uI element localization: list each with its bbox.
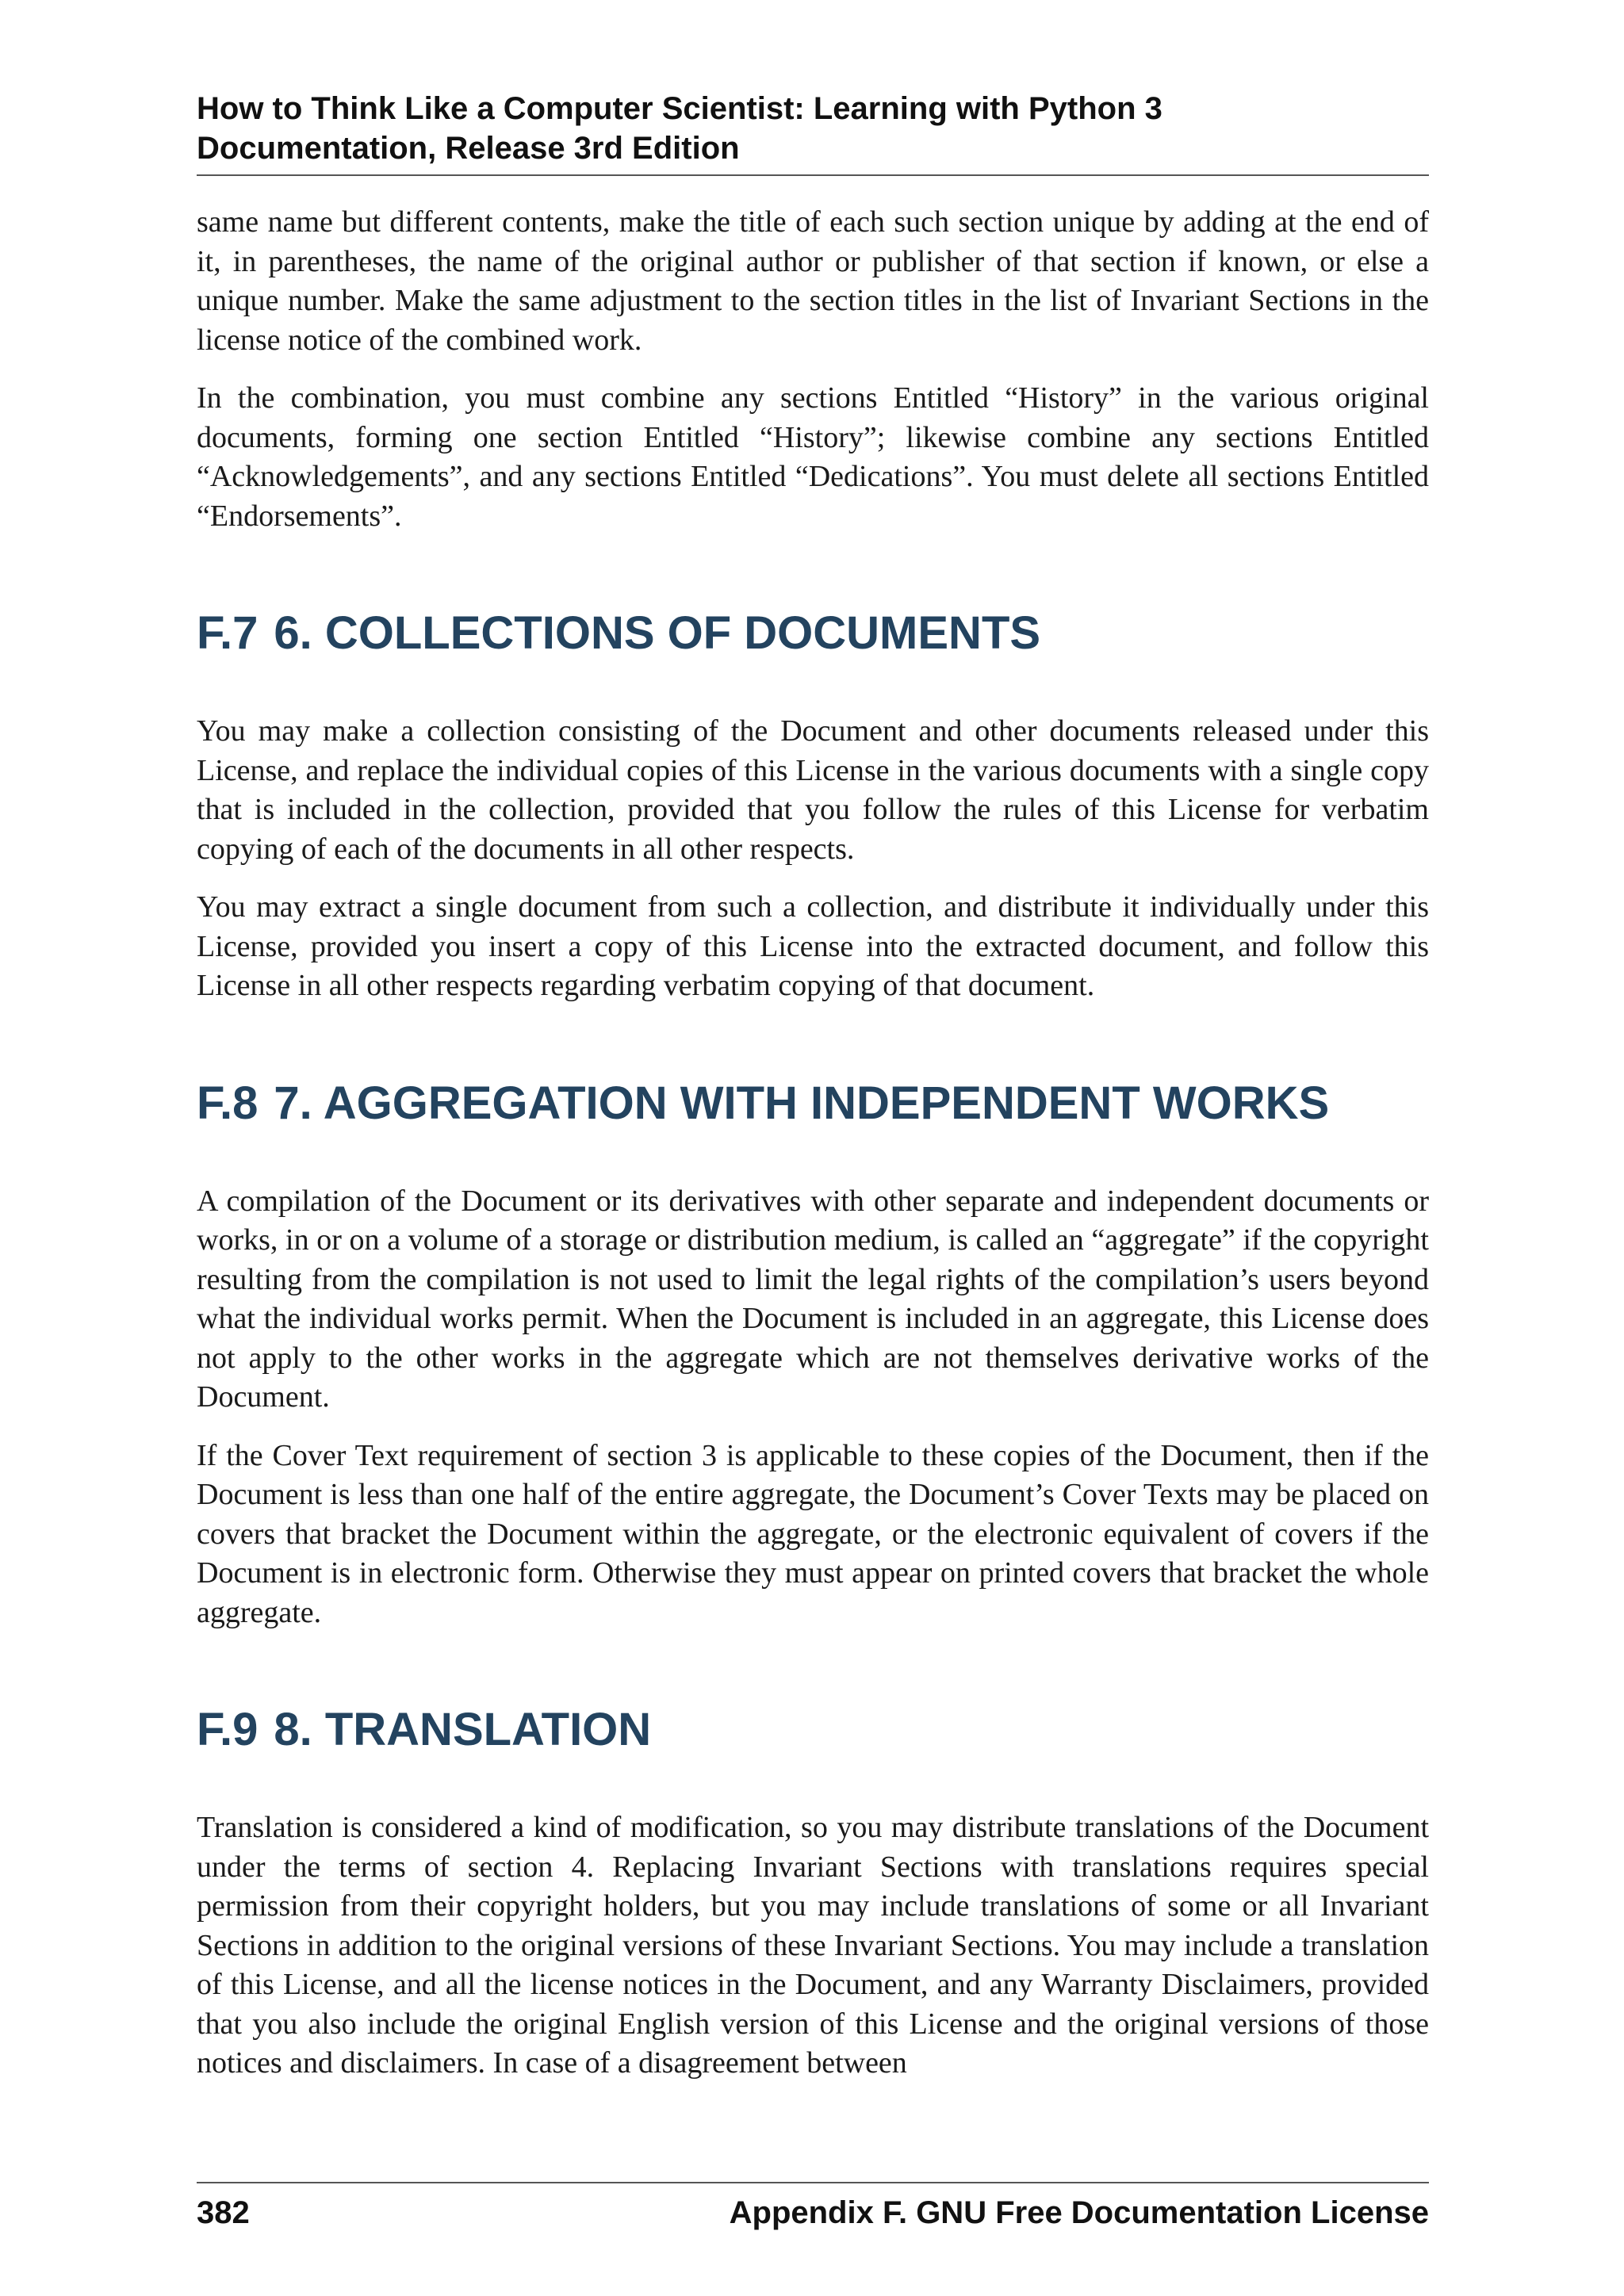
section-number: F.8 xyxy=(197,1077,259,1129)
section-number: F.7 xyxy=(197,607,259,659)
section-title: 6. COLLECTIONS OF DOCUMENTS xyxy=(274,607,1041,659)
section-f9-paragraph-1: Translation is considered a kind of modification, so you may distribute translations of the Document under the terms of section 4. Replacing Invariant Sections with translations requires special permission from their copyright holders, but you may include translations of some or all Invariant Sections in addition to the original versions of these Invariant Sections. You may include a translation of this License, and all the license notices in the Document, and any Warranty Disclaimers, provided that you also include the original English version of this License and the original versions of those notices and disclaimers. In case of a disagreement between xyxy=(197,1811,1429,2080)
running-footer xyxy=(197,2182,1429,2233)
header-title-line-2: Documentation, Release 3rd Edition xyxy=(197,131,740,166)
section-f7-paragraph-2: You may extract a single document from such a collection, and distribute it individually under this License, provided you insert a copy of this License into the extracted document, and follow this License in all other respects regarding verbatim copying of that document. xyxy=(197,890,1429,1002)
section-heading-f7 xyxy=(197,606,1429,661)
intro-paragraph-2: In the combination, you must combine any sections Entitled “History” in the various original documents, forming one section Entitled “History”; likewise combine any sections Entitled “Acknowledgements”, and any sections Entitled “Dedications”. You must delete all sections Entitled “Endorsements”. xyxy=(197,381,1429,533)
section-f7-paragraph-1: You may make a collection consisting of the Document and other documents released under this License, and replace the individual copies of this License in the various documents with a single copy that is included in the collection, provided that you follow the rules of this License for verbatim copying of each of the documents in all other respects. xyxy=(197,714,1429,866)
section-number: F.9 xyxy=(197,1704,259,1755)
page-number: 382 xyxy=(197,2195,250,2230)
section-title: 7. AGGREGATION WITH INDEPENDENT WORKS xyxy=(274,1077,1330,1129)
footer-chapter-title: Appendix F. GNU Free Documentation License xyxy=(729,2195,1429,2230)
running-header xyxy=(197,89,1429,176)
section-f8-paragraph-2: If the Cover Text requirement of section 3 is applicable to these copies of the Document, then if the Document is less than one half of the entire aggregate, the Document’s Cover Texts may be placed on covers that bracket the Document within the aggregate, or the electronic equivalent of covers if the Document is in electronic form. Otherwise they must appear on printed covers that bracket the whole aggregate. xyxy=(197,1438,1429,1629)
document-page xyxy=(197,89,1429,2277)
section-f8-paragraph-1: A compilation of the Document or its derivatives with other separate and independent documents or works, in or on a volume of a storage or distribution medium, is called an “aggregate” if the copyright resulting from the compilation is not used to limit the legal rights of the compilation’s users beyond what the individual works permit. When the Document is included in an aggregate, this License does not apply to the other works in the aggregate which are not themselves derivative works of the Document. xyxy=(197,1184,1429,1414)
section-heading-f8 xyxy=(197,1076,1429,1131)
header-title-line-1: How to Think Like a Computer Scientist: Learning with Python 3 xyxy=(197,91,1162,126)
section-heading-f9 xyxy=(197,1702,1429,1758)
intro-paragraph-1: same name but different contents, make the title of each such section unique by adding at the end of it, in parentheses, the name of the original author or publisher of that section if known, or else a unique number. Make the same adjustment to the section titles in the list of Invariant Sections in the license notice of the combined work. xyxy=(197,205,1429,357)
section-title: 8. TRANSLATION xyxy=(274,1704,652,1755)
